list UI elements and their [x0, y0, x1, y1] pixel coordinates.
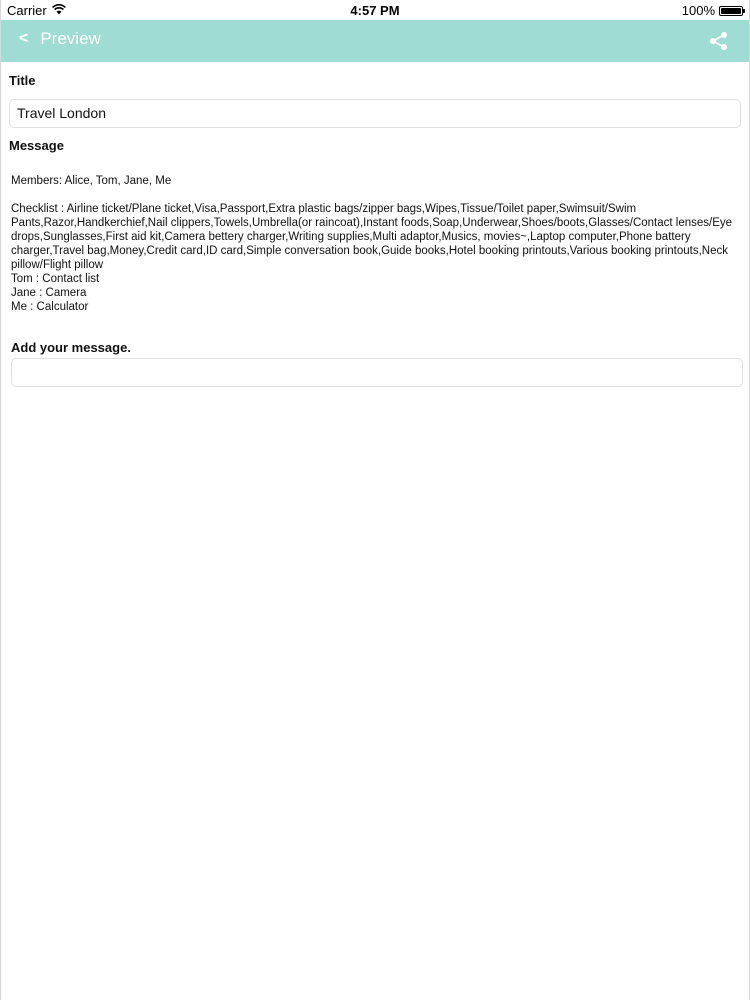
share-button[interactable]	[709, 31, 729, 51]
chevron-left-icon: <	[19, 30, 29, 47]
share-icon	[709, 31, 729, 51]
jane-line: Jane : Camera	[11, 287, 87, 299]
status-bar	[1, 0, 749, 20]
nav-title: Preview	[40, 29, 101, 48]
title-value: Travel London	[17, 105, 106, 121]
add-message-field[interactable]	[11, 358, 743, 387]
title-label: Title	[9, 73, 36, 88]
battery-percent: 100%	[681, 3, 715, 18]
nav-bar	[1, 20, 749, 62]
battery-icon	[719, 6, 743, 16]
tom-line: Tom : Contact list	[11, 273, 100, 285]
checklist-text: Checklist : Airline ticket/Plane ticket,Visa,Passport,Extra plastic bags/zipper bags,Wipes,Tissue/Toilet paper,Swimsuit/Swim Pants,Razor,Handkerchief,Nail clippers,Towels,Umbrella(or raincoat),Instant foods,Soap,Underwear,Shoes/boots,Glasses/Contact lenses/Eye drops,Sunglasses,First aid kit,Camera bettery charger,Writing supplies,Multi adaptor,Musics, movies~,Laptop computer,Phone battery charger,Travel bag,Money,Credit card,ID card,Simple conversation book,Guide books,Hotel booking printouts,Various booking printouts,Neck pillow/Flight pillow	[11, 203, 733, 271]
back-button[interactable]	[19, 29, 101, 49]
add-message-label: Add your message.	[11, 340, 131, 355]
members-line: Members: Alice, Tom, Jane, Me	[11, 175, 172, 187]
status-right	[682, 3, 743, 18]
status-time: 4:57 PM	[350, 3, 400, 18]
me-line: Me : Calculator	[11, 301, 89, 313]
title-field[interactable]	[9, 99, 741, 128]
message-label: Message	[9, 138, 64, 153]
carrier-label: Carrier	[7, 3, 47, 18]
message-spacer	[11, 188, 737, 202]
message-body	[11, 174, 737, 314]
battery-fill	[721, 8, 741, 14]
